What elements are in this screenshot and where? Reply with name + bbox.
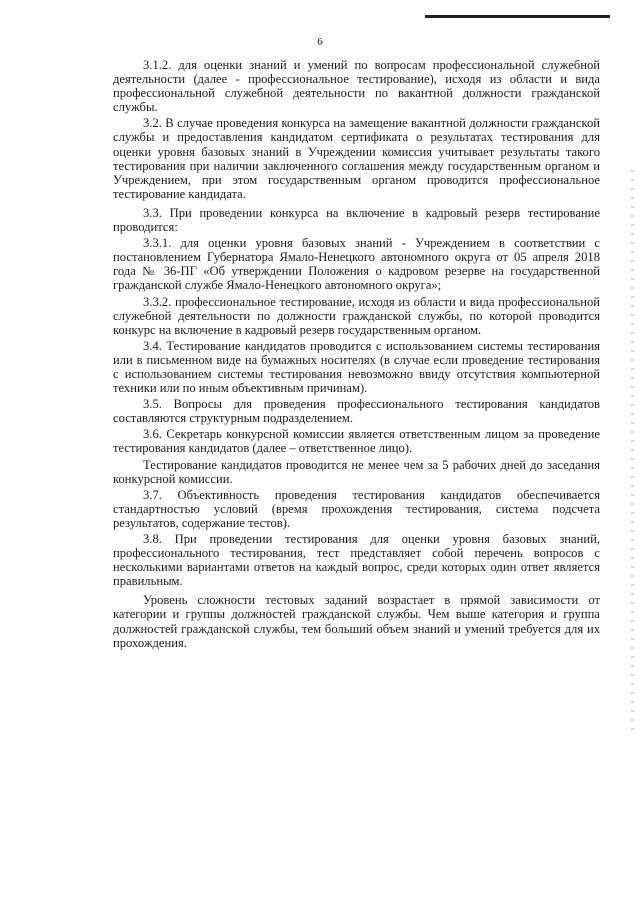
paragraph-testing-deadline: Тестирование кандидатов проводится не менее чем за 5 рабочих дней до заседания конкурсной комиссии. [113, 457, 600, 486]
paragraph-3-1-2: 3.1.2. для оценки знаний и умений по вопросам профессиональной служебной деятельности (далее - профессиональное тестирование), исходя из области и вида профессиональной служебной деятельности по вакантной должности гражданской службы. [113, 58, 600, 115]
page-number: 6 [317, 36, 323, 48]
paragraph-3-3-2: 3.3.2. профессиональное тестирование, исходя из области и вида профессиональной служебной деятельности по должности гражданской службы, по которой проводится конкурс на включение в кадровый резерв государственным органом. [113, 294, 600, 337]
paragraph-3-5: 3.5. Вопросы для проведения профессионального тестирования кандидатов составляются структурным подразделением. [113, 397, 600, 426]
top-rule [425, 15, 610, 18]
paragraph-3-6: 3.6. Секретарь конкурсной комиссии является ответственным лицом за проведение тестирования кандидатов (далее – ответственное лицо). [113, 427, 600, 456]
paragraph-3-2: 3.2. В случае проведения конкурса на замещение вакантной должности гражданской службы и предоставления кандидатом сертификата о результатах тестирования для оценки уровня базовых знаний в Учреждении комиссия учитывает результаты такого тестирования при наличии заключенного соглашения между государственным органом и Учреждением, при этом государственным органом проводится профессиональное тестирование кандидата. [113, 116, 600, 201]
scan-edge-noise [631, 170, 634, 730]
paragraph-3-8: 3.8. При проведении тестирования для оценки уровня базовых знаний, профессионального тестирования, тест представляет собой перечень вопросов с несколькими вариантами ответов на каждый вопрос, среди которых один ответ является правильным. [113, 532, 600, 589]
document-body [113, 58, 600, 652]
paragraph-3-3: 3.3. При проведении конкурса на включение в кадровый резерв тестирование проводится: [113, 205, 600, 235]
paragraph-3-7: 3.7. Объективность проведения тестирования кандидатов обеспечивается стандартностью условий (время прохождения тестирования, система подсчета результатов, содержание тестов). [113, 487, 600, 530]
paragraph-3-3-1: 3.3.1. для оценки уровня базовых знаний - Учреждением в соответствии с постановлением Губернатора Ямало-Ненецкого автономного округа от 05 апреля 2018 года № 36-ПГ «Об утверждении Положения о кадровом резерве на государственной гражданской службе Ямало-Ненецкого автономного округа»; [113, 236, 600, 293]
paragraph-3-4: 3.4. Тестирование кандидатов проводится с использованием системы тестирования или в письменном виде на бумажных носителях (в случае если проведение тестирования с использованием системы тестирования невозможно ввиду отсутствия компьютерной техники или по иным объективным причинам). [113, 338, 600, 396]
paragraph-difficulty-level: Уровень сложности тестовых заданий возрастает в прямой зависимости от категории и группы должностей гражданской службы. Чем выше категория и группа должностей гражданской службы, тем больший объем знаний и умений требуется для их прохождения. [113, 593, 600, 650]
